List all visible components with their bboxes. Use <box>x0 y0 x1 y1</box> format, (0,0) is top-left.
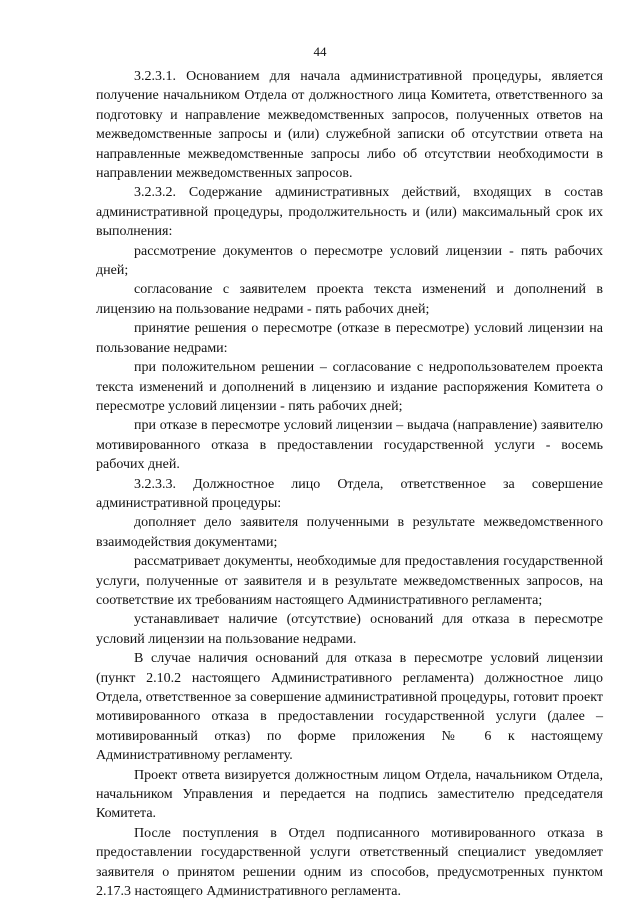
paragraph: рассмотрение документов о пересмотре условий лицензии - пять рабочих дней; <box>96 243 603 279</box>
paragraph: рассматривает документы, необходимые для предоставления государственной услуги, полученные от заявителя и в результате межведомственных запросов, на соответствие их требованиям настоящего Административного регламента; <box>96 554 603 608</box>
paragraph: 3.2.3.2. Содержание административных действий, входящих в состав административной процедуры, продолжительность и (или) максимальный срок их выполнения: <box>96 185 603 240</box>
paragraph: дополняет дело заявителя полученными в результате межведомственного взаимодействия документами; <box>96 515 603 550</box>
paragraph: при положительном решении – согласование с недропользователем проекта текста изменений и дополнений в лицензию и издание распоряжения Комитета о пересмотре условий лицензии - пять рабочих дней; <box>96 360 603 414</box>
paragraph: при отказе в пересмотре условий лицензии – выдача (направление) заявителю мотивированного отказа в предоставлении государственной услуги - восемь рабочих дней. <box>96 418 603 473</box>
page-number: 44 <box>313 44 327 59</box>
paragraph: После поступления в Отдел подписанного мотивированного отказа в предоставлении государственной услуги ответственный специалист уведомляет заявителя о принятом решении одним из способов, предусмотренных пунктом 2.17.3 настоящего Административного регламента. <box>96 825 603 900</box>
paragraph: В случае наличия оснований для отказа в пересмотре условий лицензии (пункт 2.10.2 настоящего Административного регламента) должностное лицо Отдела, ответственное за совершение административной процедуры, готовит проект мотивированного отказа в предоставлении государственной услуги (далее – мотивированный отказ) по форме приложения № 6 к настоящему Административному регламенту. <box>96 651 603 764</box>
paragraph: Проект ответа визируется должностным лицом Отдела, начальником Отдела, начальником Управления и передается на подпись заместителю председателя Комитета. <box>96 767 603 822</box>
document-body <box>96 67 603 901</box>
paragraph: согласование с заявителем проекта текста изменений и дополнений в лицензию на пользование недрами - пять рабочих дней; <box>96 282 603 317</box>
paragraph: принятие решения о пересмотре (отказе в пересмотре) условий лицензии на пользование недрами: <box>96 321 603 356</box>
paragraph: 3.2.3.1. Основанием для начала административной процедуры, является получение начальником Отдела от должностного лица Комитета, ответственного за подготовку и направление межведомственных запросов, полученных ответов на межведомственные запросы и (или) служебной записки об отсутствии ответа на направленные межведомственные запросы либо об отсутствии необходимости в направлении межведомственных запросов. <box>96 69 603 182</box>
paragraph: устанавливает наличие (отсутствие) оснований для отказа в пересмотре условий лицензии на пользование недрами. <box>96 612 603 647</box>
paragraph: 3.2.3.3. Должностное лицо Отдела, ответственное за совершение административной процедуры: <box>96 476 603 511</box>
